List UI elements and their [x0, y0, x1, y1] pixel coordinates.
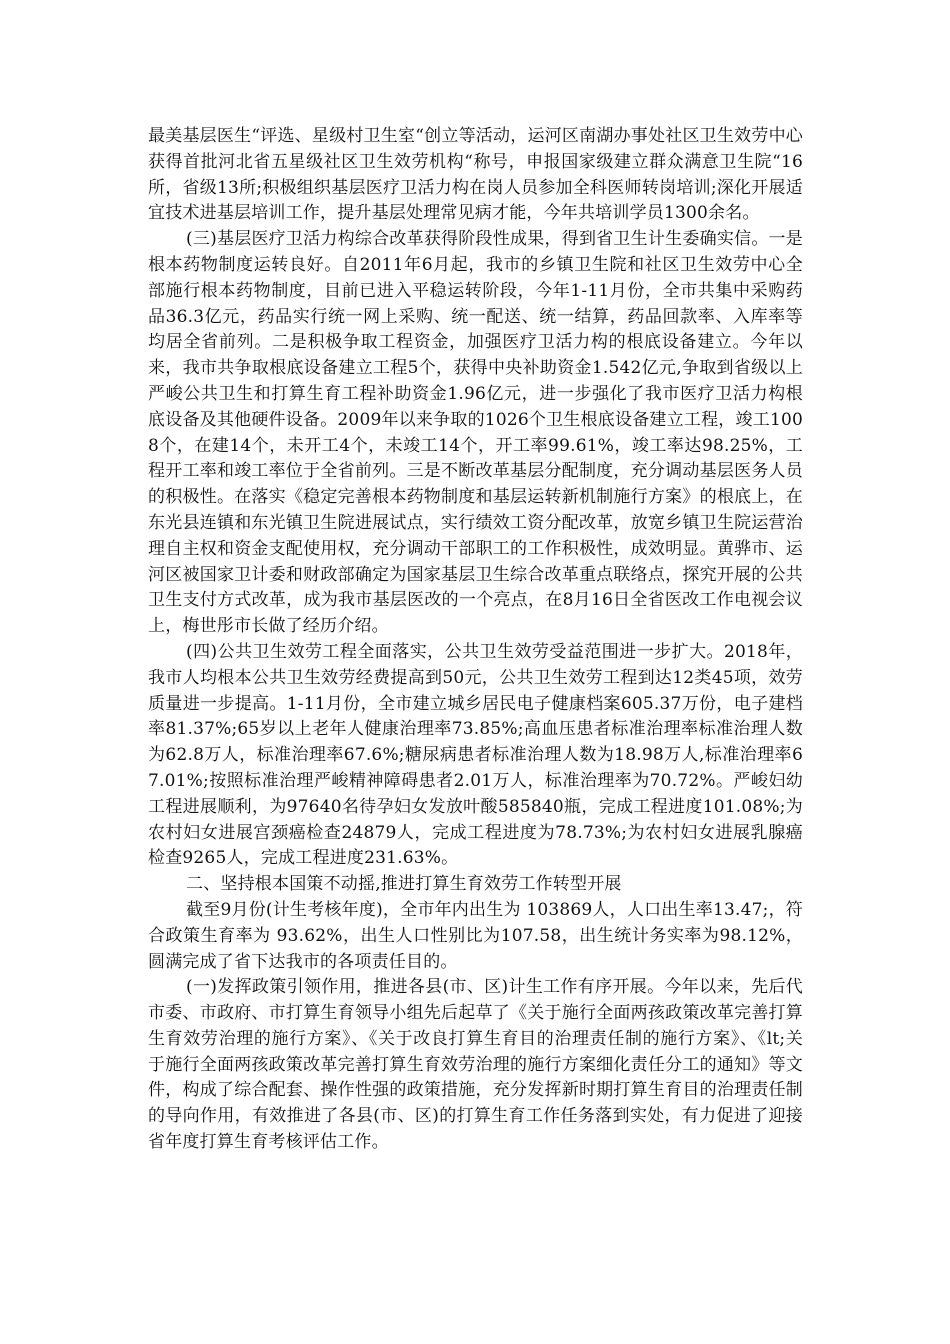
- paragraph-4: 截至9月份(计生考核年度)，全市年内出生为 103869人，人口出生率13.47;，符合政策生育率为 93.62%，出生人口性别比为107.58，出生统计务实率为98.12%，圆满完成了省下达我市的各项责任目的。: [148, 899, 803, 972]
- paragraph-5: (一)发挥政策引领作用，推进各县(市、区)计生工作有序开展。今年以来，先后代市委、市政府、市打算生育领导小组先后起草了《关于施行全面两孩政策改革完善打算生育效劳治理的施行方案》、《关于改良打算生育目的治理责任制的施行方案》、《lt;关于施行全面两孩政策改革完善打算生育效劳治理的施行方案细化责任分工的通知》等文件，构成了综合配套、操作性强的政策措施，充分发挥新时期打算生育目的治理责任制的导向作用，有效推进了各县(市、区)的打算生育工作任务落到实处，有力促进了迎接省年度打算生育考核评估工作。: [148, 977, 803, 1153]
- paragraph-1: 最美基层医生“评选、星级村卫生室“创立等活动，运河区南湖办事处社区卫生效劳中心获得首批河北省五星级社区卫生效劳机构“称号，申报国家级建立群众满意卫生院“16所，省级13所;积极组织基层医疗卫活力构在岗人员参加全科医师转岗培训;深化开展适宜技术进基层培训工作，提升基层处理常见病才能，今年共培训学员1300余名。: [148, 126, 803, 224]
- paragraph-3: (四)公共卫生效劳工程全面落实，公共卫生效劳受益范围进一步扩大。2018年，我市人均根本公共卫生效劳经费提高到50元，公共卫生效劳工程到达12类45项，效劳质量进一步提高。1-11月份，全市建立城乡居民电子健康档案605.37万份，电子建档率81.37%;65岁以上老年人健康治理率73.85%;高血压患者标准治理率标准治理人数为62.8万人，标准治理率67.6%;糖尿病患者标准治理人数为18.98万人,标准治理率67.01%;按照标准治理严峻精神障碍患者2.01万人，标准治理率为70.72%。严峻妇幼工程进展顺利，为97640名待孕妇女发放叶酸585840瓶，完成工程进度101.08%;为农村妇女进展宫颈癌检查24879人，完成工程进度为78.73%;为农村妇女进展乳腺癌检查9265人，完成工程进度231.63%。: [148, 641, 803, 869]
- document-body: [148, 124, 803, 1156]
- section-heading: 二、坚持根本国策不动摇,推进打算生育效劳工作转型开展: [186, 874, 622, 895]
- paragraph-2: (三)基层医疗卫活力构综合改革获得阶段性成果，得到省卫生计生委确实信。一是根本药物制度运转良好。自2011年6月起，我市的乡镇卫生院和社区卫生效劳中心全部施行根本药物制度，目前已进入平稳运转阶段，今年1-11月份，全市共集中采购药品36.3亿元，药品实行统一网上采购、统一配送、统一结算，药品回款率、入库率等均居全省前列。二是积极争取工程资金，加强医疗卫活力构的根底设备建立。今年以来，我市共争取根底设备建立工程5个，获得中央补助资金1.542亿元,争取到省级以上严峻公共卫生和打算生育工程补助资金1.96亿元，进一步强化了我市医疗卫活力构根底设备及其他硬件设备。2009年以来争取的1026个卫生根底设备建立工程，竣工1008个，在建14个，未开工4个，未竣工14个，开工率99.61%，竣工率达98.25%，工程开工率和竣工率位于全省前列。三是不断改革基层分配制度，充分调动基层医务人员的积极性。在落实《稳定完善根本药物制度和基层运转新机制施行方案》的根底上，在东光县连镇和东光镇卫生院进展试点，实行绩效工资分配改革，放宽乡镇卫生院运营治理自主权和资金支配使用权，充分调动干部职工的工作积极性，成效明显。黄骅市、运河区被国家卫计委和财政部确定为国家基层卫生综合改革重点联络点，探究开展的公共卫生支付方式改革，成为我市基层医改的一个亮点，在8月16日全省医改工作电视会议上，梅世彤市长做了经历介绍。: [148, 229, 803, 637]
